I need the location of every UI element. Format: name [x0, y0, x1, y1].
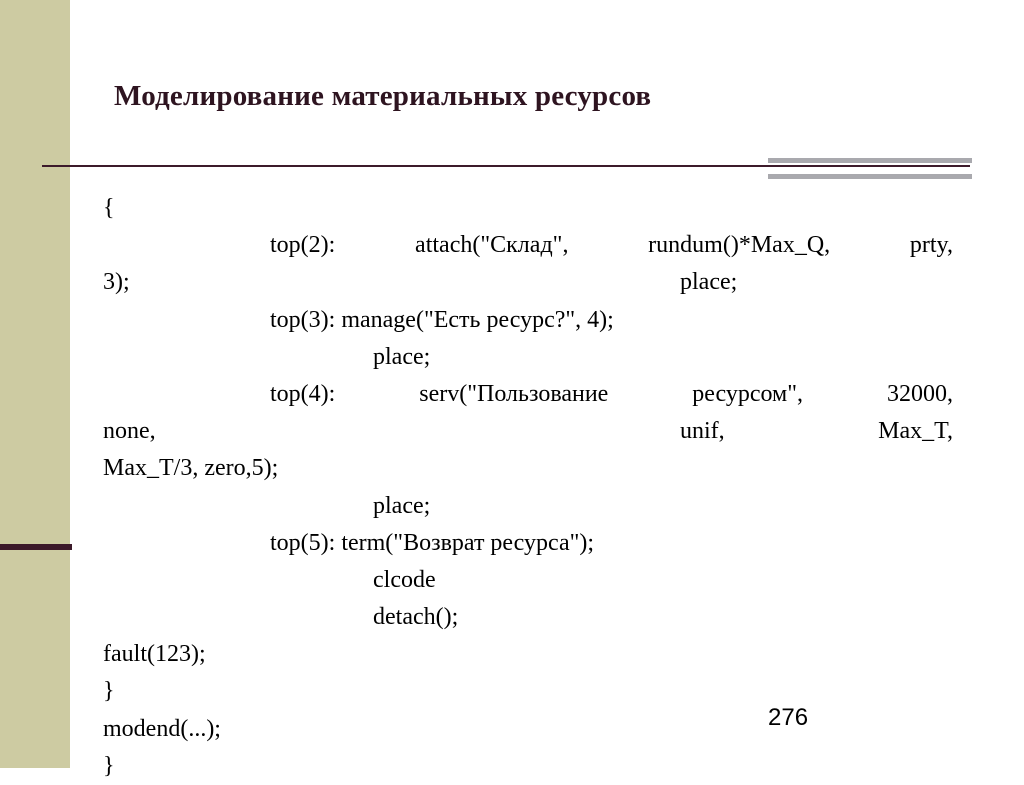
- code-line: [103, 302, 953, 339]
- code-text: none,: [103, 418, 156, 445]
- page-number: 276: [768, 704, 809, 731]
- code-line: [103, 673, 953, 710]
- code-line: [103, 562, 953, 599]
- code-text: Max_T/3, zero,5);: [103, 455, 279, 482]
- code-line: [103, 190, 953, 227]
- code-line: [103, 748, 953, 785]
- code-text: }: [103, 678, 115, 705]
- code-text: top(3): manage("Есть ресурс?", 4);: [270, 306, 614, 333]
- code-line: [103, 488, 953, 525]
- code-text: Max_T,: [878, 418, 953, 445]
- divider-stripe: [768, 158, 972, 163]
- left-decorative-band: [0, 0, 70, 768]
- code-text: 3);: [103, 269, 130, 296]
- slide-title: Моделирование материальных ресурсов: [114, 80, 652, 112]
- code-line: [103, 450, 953, 487]
- code-text: place;: [373, 492, 431, 519]
- code-text: place;: [680, 269, 738, 296]
- code-listing: [103, 190, 953, 785]
- divider-stripe: [768, 174, 972, 179]
- left-band-accent-bar: [0, 544, 72, 550]
- code-text: }: [103, 752, 115, 779]
- code-text: modend(...);: [103, 715, 221, 742]
- code-text: fault(123);: [103, 641, 206, 668]
- code-line: [103, 599, 953, 636]
- code-text: unif,: [680, 418, 725, 445]
- code-text: top(4): serv("Пользование ресурсом", 32000,: [270, 380, 953, 407]
- code-line: [103, 339, 953, 376]
- code-line: [103, 413, 953, 450]
- code-line: [103, 711, 953, 748]
- code-text: place;: [373, 343, 431, 370]
- code-line: [103, 376, 953, 413]
- code-line: [103, 264, 953, 301]
- code-line: [103, 227, 953, 264]
- code-text: top(5): term("Возврат ресурса");: [270, 529, 595, 556]
- code-line: [103, 636, 953, 673]
- title-divider-block: [768, 158, 972, 179]
- code-text: detach();: [373, 604, 459, 631]
- code-text: top(2): attach("Склад", rundum()*Max_Q, prty,: [270, 232, 953, 259]
- code-text: {: [103, 195, 115, 221]
- code-text: clcode: [373, 566, 436, 593]
- code-line: [103, 525, 953, 562]
